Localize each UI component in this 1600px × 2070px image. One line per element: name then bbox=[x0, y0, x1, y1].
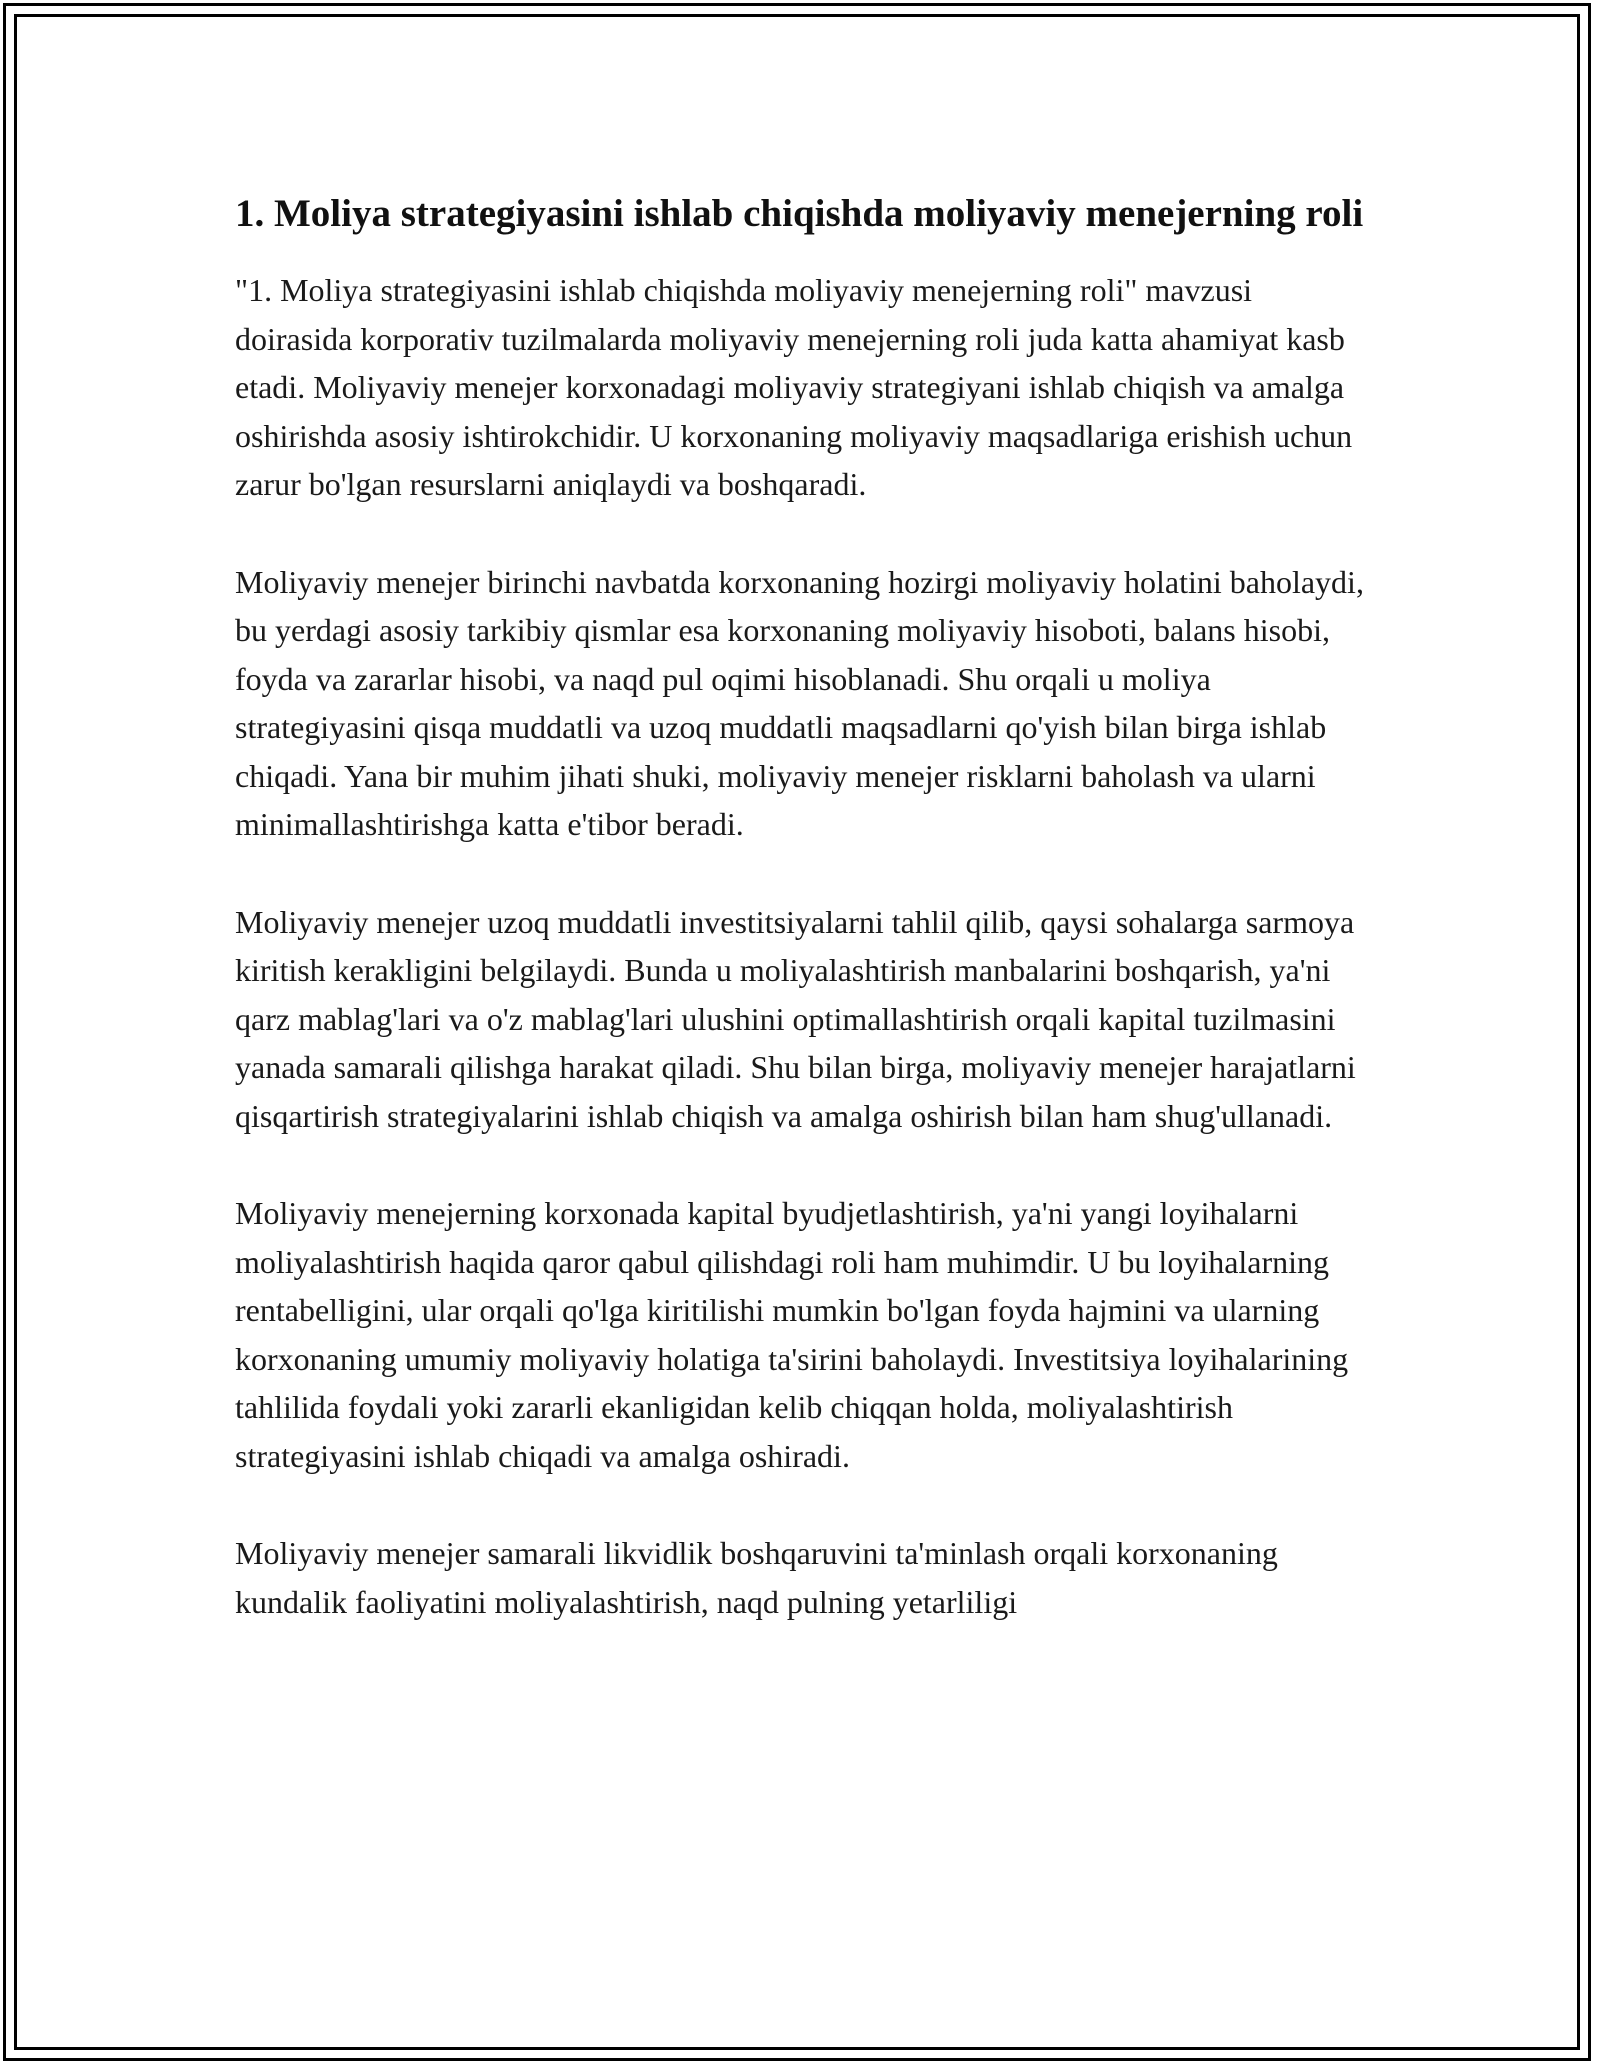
paragraph-5: Moliyaviy menejer samarali likvidlik boshqaruvini ta'minlash orqali korxonaning kundalik faoliyatini moliyalashtirish, naqd pulning yetarliligi bbox=[235, 1535, 1278, 1620]
paragraph-4: Moliyaviy menejerning korxonada kapital byudjetlashtirish, ya'ni yangi loyihalarni moliyalashtirish haqida qaror qabul qilishdagi roli ham muhimdir. U bu loyihalarning rentabelligini, ular orqali qo'lga kiritilishi mumkin bo'lgan foyda hajmini va ularning korxonaning umumiy moliyaviy holatiga ta'sirini baholaydi. Investitsiya loyihalarining tahlilida foydali yoki zararli ekanligidan kelib chiqqan holda, moliyalashtirish strategiyasini ishlab chiqadi va amalga oshiradi. bbox=[235, 1195, 1349, 1474]
paragraph-1: "1. Moliya strategiyasini ishlab chiqishda moliyaviy menejerning roli" mavzusi doirasida korporativ tuzilmalarda moliyaviy menejerning roli juda katta ahamiyat kasb etadi. Moliyaviy menejer korxonadagi moliyaviy strategiyani ishlab chiqish va amalga oshirishda asosiy ishtirokchidir. U korxonaning moliyaviy maqsadlariga erishish uchun zarur bo'lgan resurslarni aniqlaydi va boshqaradi. bbox=[235, 272, 1353, 502]
document-page bbox=[235, 187, 1375, 1626]
page-title: 1. Moliya strategiyasini ishlab chiqishda moliyaviy menejerning roli bbox=[235, 192, 1364, 235]
paragraph-3: Moliyaviy menejer uzoq muddatli investitsiyalarni tahlil qilib, qaysi sohalarga sarmoya kiritish kerakligini belgilaydi. Bunda u moliyalashtirish manbalarini boshqarish, ya'ni qarz mablag'lari va o'z mablag'lari ulushini optimallashtirish orqali kapital tuzilmasini yanada samarali qilishga harakat qiladi. Shu bilan birga, moliyaviy menejer harajatlarni qisqartirish strategiyalarini ishlab chiqish va amalga oshirish bilan ham shug'ullanadi. bbox=[235, 903, 1356, 1134]
paragraph-2: Moliyaviy menejer birinchi navbatda korxonaning hozirgi moliyaviy holatini baholaydi, bu yerdagi asosiy tarkibiy qismlar esa korxonaning moliyaviy hisoboti, balans hisobi, foyda va zararlar hisobi, va naqd pul oqimi hisoblanadi. Shu orqali u moliya strategiyasini qisqa muddatli va uzoq muddatli maqsadlarni qo'yish bilan birga ishlab chiqadi. Yana bir muhim jihati shuki, moliyaviy menejer risklarni baholash va ularni minimallashtirishga katta e'tibor beradi. bbox=[235, 563, 1364, 842]
